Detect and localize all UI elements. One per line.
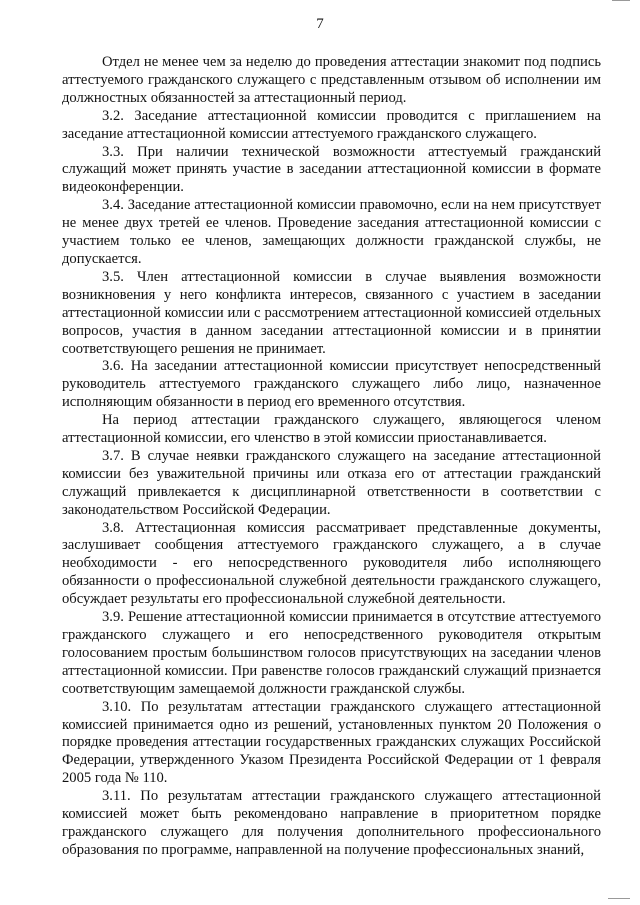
paragraph-3-4: 3.4. Заседание аттестационной комиссии правомочно, если на нем присутствует не менее двух третей ее членов. Проведение заседания аттестационной комиссии с участием только ее членов, замещающих должности гражданской службы, не допускается. <box>62 197 601 267</box>
paragraph-3-8: 3.8. Аттестационная комиссия рассматривает представленные документы, заслушивает сообщения аттестуемого гражданского служащего, а в случае необходимости - его непосредственного руководителя либо исполняющего обязанности о профессиональной служебной деятельности гражданского служащего, обсуждает результаты его профессиональной служебной деятельности. <box>62 519 601 608</box>
page-number: 7 <box>316 16 324 32</box>
paragraph-3-3: 3.3. При наличии технической возможности аттестуемый гражданский служащий может принять участие в заседании аттестационной комиссии в формате видеоконференции. <box>62 143 601 196</box>
paragraph-3-9: 3.9. Решение аттестационной комиссии принимается в отсутствие аттестуемого гражданского служащего и его непосредственного руководителя открытым голосованием простым большинством голосов присутствующих на заседании членов аттестационной комиссии. При равенстве голосов гражданский служащий признается соответствующим замещаемой должности гражданской службы. <box>62 609 601 697</box>
paragraph-3-5: 3.5. Член аттестационной комиссии в случае выявления возможности возникновения у него конфликта интересов, связанного с участием в заседании аттестационной комиссии или с рассмотрением аттестационной комиссией отдельных вопросов, участия в данном заседании аттестационной комиссии и в принятии соответствующего решения не принимает. <box>62 268 601 357</box>
paragraph-3-6: 3.6. На заседании аттестационной комиссии присутствует непосредственный руководитель аттестуемого гражданского служащего либо лицо, назначенное исполняющим обязанности в период его временного отсутствия. <box>62 358 601 411</box>
paragraph-3-6-continued: На период аттестации гражданского служащего, являющегося членом аттестационной комиссии, его членство в этой комиссии приостанавливается. <box>62 412 601 447</box>
document-body <box>62 54 601 860</box>
paragraph-3-10: 3.10. По результатам аттестации гражданского служащего аттестационной комиссией принимается одно из решений, установленных пунктом 20 Положения о порядке проведения аттестации государственных гражданских служащих Российской Федерации, утвержденного Указом Президента Российской Федерации от 1 февраля 2005 года № 110. <box>62 698 601 787</box>
scan-edge-mark-bottom <box>608 898 630 899</box>
paragraph-3-11: 3.11. По результатам аттестации гражданского служащего аттестационной комиссией может быть рекомендовано направление в приоритетном порядке гражданского служащего для получения дополнительного профессионального образования по программе, направленной на получение профессиональных знаний, <box>62 788 601 858</box>
paragraph-3-2: 3.2. Заседание аттестационной комиссии проводится с приглашением на заседание аттестационной комиссии аттестуемого гражданского служащего. <box>62 107 601 142</box>
paragraph-3-7: 3.7. В случае неявки гражданского служащего на заседание аттестационной комиссии без уважительной причины или отказа его от аттестации гражданский служащий привлекается к дисциплинарной ответственности в соответствии с законодательством Российской Федерации. <box>62 447 601 518</box>
scan-edge-mark <box>612 0 630 1</box>
paragraph-intro: Отдел не менее чем за неделю до проведения аттестации знакомит под подпись аттестуемого гражданского служащего с представленным отзывом об исполнении им должностных обязанностей за аттестационный период. <box>62 54 601 106</box>
